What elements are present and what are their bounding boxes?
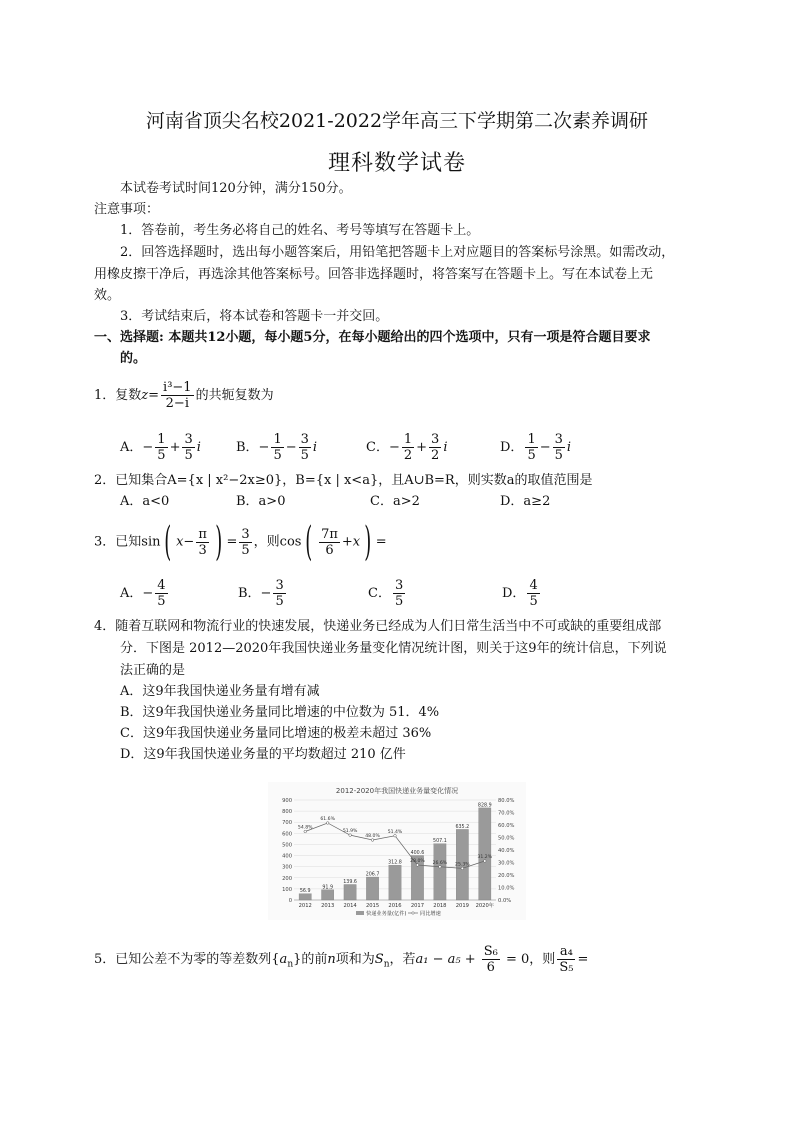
y-right-tick-label: 50.0% [498,835,515,842]
frac-num: 3 [241,526,250,542]
y-left-tick-label: 0 [288,898,292,904]
frac-num: 1 [403,432,413,447]
growth-value-label: 26.6% [432,860,448,866]
frac-num: 4 [157,578,166,593]
legend-bar-label: 快递业务量(亿件) [366,911,407,917]
notice-line: 1．答卷前，考生务必将自己的姓名、考号等填写在答题卡上。 [120,223,480,238]
frac-den: 5 [554,448,563,463]
q3-7pi-fraction [319,527,340,558]
q4-option-a[interactable]: A．这9年我国快递业务量有增有减 [120,684,320,699]
option-label: A．− [120,586,154,601]
bar-value-label: 400.6 [410,850,425,856]
q3-mid: ，则cos [253,534,302,550]
option-tail: i [312,440,318,455]
frac-den: 6 [325,542,334,558]
growth-point [371,839,374,842]
growth-value-label: 54.8% [297,825,313,831]
y-right-tick-label: 0.0% [498,898,512,904]
bar [321,890,333,900]
q5-prefix: 5．已知公差不为零的等差数列{ [94,952,280,967]
q5-expr: a₁ − a₅ + [415,952,480,967]
q5-an-sub: n [287,959,294,970]
bar-value-label: 56.9 [299,889,311,895]
bar [479,808,491,900]
q1-den: 2−i [165,396,189,411]
frac-den: 5 [184,448,193,463]
growth-value-label: 48.0% [365,834,380,839]
y-left-tick-label: 900 [282,798,292,804]
q3-eq: = [226,534,238,550]
y-right-tick-label: 60.0% [498,823,515,829]
page-title: 河南省顶尖名校2021-2022学年高三下学期第二次素养调研 [145,110,649,132]
frac-num: 3 [394,578,404,593]
frac-num: 3 [554,432,563,447]
q5-mid4: = 0，则 [501,952,556,967]
y-left-tick-label: 600 [282,831,292,838]
q1-option-b[interactable] [236,432,317,463]
q2-option-b[interactable]: B．a>0 [236,494,286,509]
q4-option-c[interactable]: C．这9年我国快递业务量同比增速的极差未超过 36% [120,726,432,741]
q3-option-b[interactable] [238,578,288,609]
paren-right: ) [364,519,372,565]
q3-pi-fraction [196,527,209,558]
growth-point [461,867,464,870]
q5-end: = [577,952,589,967]
x-tick-label: 2015 [365,903,380,909]
growth-point [483,860,486,863]
growth-point [416,864,419,867]
frac-num: 3 [184,432,193,447]
q3-x1: x− [176,534,195,550]
option-fraction [155,432,167,463]
option-fraction [273,578,285,609]
frac-num: 4 [529,578,538,593]
q1-prefix: 1．复数 [94,388,142,403]
q3-value-fraction [239,527,251,558]
bar-value-label: 206.7 [365,872,380,878]
option-fraction [527,578,539,609]
paren-right: ) [215,519,223,565]
option-op: − [539,440,551,455]
bar [344,884,356,900]
paren-left: ( [305,519,313,565]
x-tick-label: 2012 [298,903,312,909]
frac-num: 1 [527,432,536,447]
question-4-stem: 法正确的是 [120,663,186,678]
bar-value-label: 507.1 [433,839,447,845]
option-tail: i [566,440,572,455]
notice-line: 用橡皮擦干净后，再选涂其他答案标号。回答非选择题时，将答案写在答题卡上。写在本试卷上无 [94,267,654,282]
bar-value-label: 139.6 [343,879,357,885]
q5-mid3: ，若 [389,952,416,967]
frac-den: 5 [157,594,166,609]
growth-value-label: 25.3% [455,862,470,868]
frac-den: 5 [529,594,538,609]
y-right-tick-label: 70.0% [498,810,515,817]
option-tail: i [443,440,448,455]
option-fraction [271,432,283,463]
frac-den: 2 [431,448,440,463]
q4-option-d[interactable]: D．这9年我国快递业务量的平均数超过 210 亿件 [120,747,406,762]
option-fraction [155,578,167,609]
frac-den: 5 [273,448,282,463]
q5-an: a [279,952,288,967]
bar-value-label: 91.9 [322,885,334,891]
frac-num: 3 [431,432,440,447]
q1-option-c[interactable] [366,432,447,463]
bar [299,894,311,900]
frac-den: 5 [157,448,166,463]
frac-den: 3 [198,542,207,558]
y-left-tick-label: 800 [282,809,292,816]
option-fraction [429,432,441,463]
bar-value-label: 635.2 [455,824,470,830]
legend-bar-swatch [356,911,364,915]
y-left-tick-label: 300 [282,864,292,871]
q5-sn: S [374,952,384,967]
y-left-tick-label: 700 [282,820,292,827]
option-label: B．− [236,440,270,455]
option-fraction [182,432,194,463]
growth-value-label: 28.0% [410,859,425,864]
question-2-stem: 2．已知集合A={x | x²−2x≥0}，B={x | x<a}，且A∪B=R，则实数a的取值范围是 [94,473,593,488]
frac-num: 3 [275,578,284,593]
growth-point [394,834,397,837]
option-op: + [169,440,181,455]
y-left-tick-label: 500 [282,842,292,849]
option-label: A．− [120,440,154,455]
q1-fraction [161,380,194,411]
question-1-stem [94,380,274,411]
bar-value-label: 828.9 [477,803,492,809]
question-5-stem [94,944,588,975]
y-left-tick-label: 400 [282,853,292,860]
q4-option-b[interactable]: B．这9年我国快递业务量同比增速的中位数为 51．4% [120,705,440,720]
x-tick-label: 2014 [343,903,357,909]
question-3-stem [94,519,387,565]
frac-num: 3 [300,432,309,447]
q5-mid2: 项和为 [335,952,375,967]
y-left-tick-label: 200 [282,875,292,882]
option-fraction [553,432,565,463]
option-op: − [285,440,297,455]
q5-sn-sub: n [383,959,390,970]
q1-suffix: 的共轭复数为 [195,388,274,403]
frac-den: 5 [275,594,284,609]
frac-den: 5 [241,542,250,558]
x-tick-label: 2018 [433,903,447,909]
growth-value-label: 61.6% [320,817,335,822]
growth-value-label: 31.2% [477,855,493,860]
notice-line: 3．考试结束后，将本试卷和答题卡一并交回。 [120,309,389,324]
x-tick-label: 2016 [388,903,402,909]
legend-line-label: 同比增速 [420,911,441,917]
frac-den: 5 [394,594,404,609]
option-fraction [402,432,414,463]
legend-line-marker [412,912,414,914]
frac-den: S₅ [559,960,574,975]
y-left-tick-label: 100 [282,886,292,893]
q5-s6-fraction [482,944,500,975]
frac-num: π [198,526,207,542]
bar [434,844,446,900]
option-label: B．− [238,586,272,601]
option-label: D． [502,586,526,601]
x-tick-label: 2020年 [475,903,494,909]
q5-n: n [327,952,336,967]
frac-num: 1 [157,432,166,447]
y-right-tick-label: 40.0% [498,848,515,854]
growth-point [349,834,352,837]
question-4-stem: 分．下图是 2012—2020年我国快递业务量变化情况统计图，则关于这9年的统计信息，下列说 [120,641,667,656]
exam-info: 本试卷考试时间120分钟，满分150分。 [120,181,352,196]
frac-den: 5 [300,448,309,463]
q5-mid1: }的前 [293,952,328,967]
q1-option-d[interactable] [500,432,571,463]
option-label: D． [500,440,524,455]
option-fraction [393,578,405,609]
y-right-tick-label: 20.0% [498,873,515,879]
x-tick-label: 2013 [321,903,335,909]
q1-eq: = [148,388,160,403]
frac-num: 1 [273,432,282,447]
q2-option-d[interactable]: D．a≥2 [500,494,551,509]
growth-value-label: 51.4% [387,829,403,835]
notice-heading: 注意事项： [94,202,160,217]
q3-end: = [375,534,387,550]
paren-left: ( [164,519,172,565]
x-tick-label: 2017 [410,903,425,909]
bar [366,877,378,900]
frac-den: 6 [486,960,495,975]
growth-point [326,822,329,825]
q3-option-d[interactable] [502,578,542,609]
q1-var: z [141,388,149,403]
y-right-tick-label: 10.0% [498,885,515,892]
section-heading: 一、选择题: 本题共12小题，每小题5分，在每小题给出的四个选项中，只有一项是符合题目要求 [94,330,651,345]
x-tick-label: 2019 [455,903,469,909]
frac-den: 5 [527,448,536,463]
option-label: C．− [366,440,400,455]
q2-option-a[interactable]: A．a<0 [120,494,170,509]
growth-point [439,865,442,868]
bar [389,865,401,900]
frac-num: S₆ [483,944,498,959]
q3-prefix: 3．已知sin [94,534,161,550]
notice-line: 效。 [94,288,121,303]
chart-title: 2012-2020年我国快递业务量变化情况 [335,787,459,795]
frac-num: 7π [321,526,338,542]
bar-value-label: 312.8 [388,860,402,866]
growth-value-label: 51.9% [342,829,358,835]
section-heading-cont: 的。 [120,351,147,366]
frac-den: 2 [403,448,413,463]
question-4-stem: 4．随着互联网和物流行业的快速发展，快递业务已经成为人们日常生活当中不可或缺的重要组成部 [94,619,662,634]
q3-option-a[interactable] [120,578,170,609]
q1-option-a[interactable] [120,432,201,463]
growth-point [304,830,307,833]
y-right-tick-label: 30.0% [498,860,515,867]
q5-ratio-fraction [557,944,575,975]
q3-option-c[interactable] [368,578,407,609]
option-tail: i [196,440,201,455]
q3-x2: +x [341,534,361,550]
frac-num: a₄ [557,944,575,960]
q1-num: i³−1 [163,380,192,395]
y-right-tick-label: 80.0% [498,798,515,804]
notice-line: 2．回答选择题时，选出每小题答案后，用铅笔把答题卡上对应题目的答案标号涂黑。如需改动， [120,245,675,260]
q2-option-c[interactable]: C．a>2 [370,494,420,509]
option-fraction [299,432,311,463]
option-op: + [416,440,428,455]
express-delivery-chart [268,782,526,920]
page-subtitle: 理科数学试卷 [327,151,466,176]
option-label: C． [368,586,391,601]
option-fraction [525,432,537,463]
